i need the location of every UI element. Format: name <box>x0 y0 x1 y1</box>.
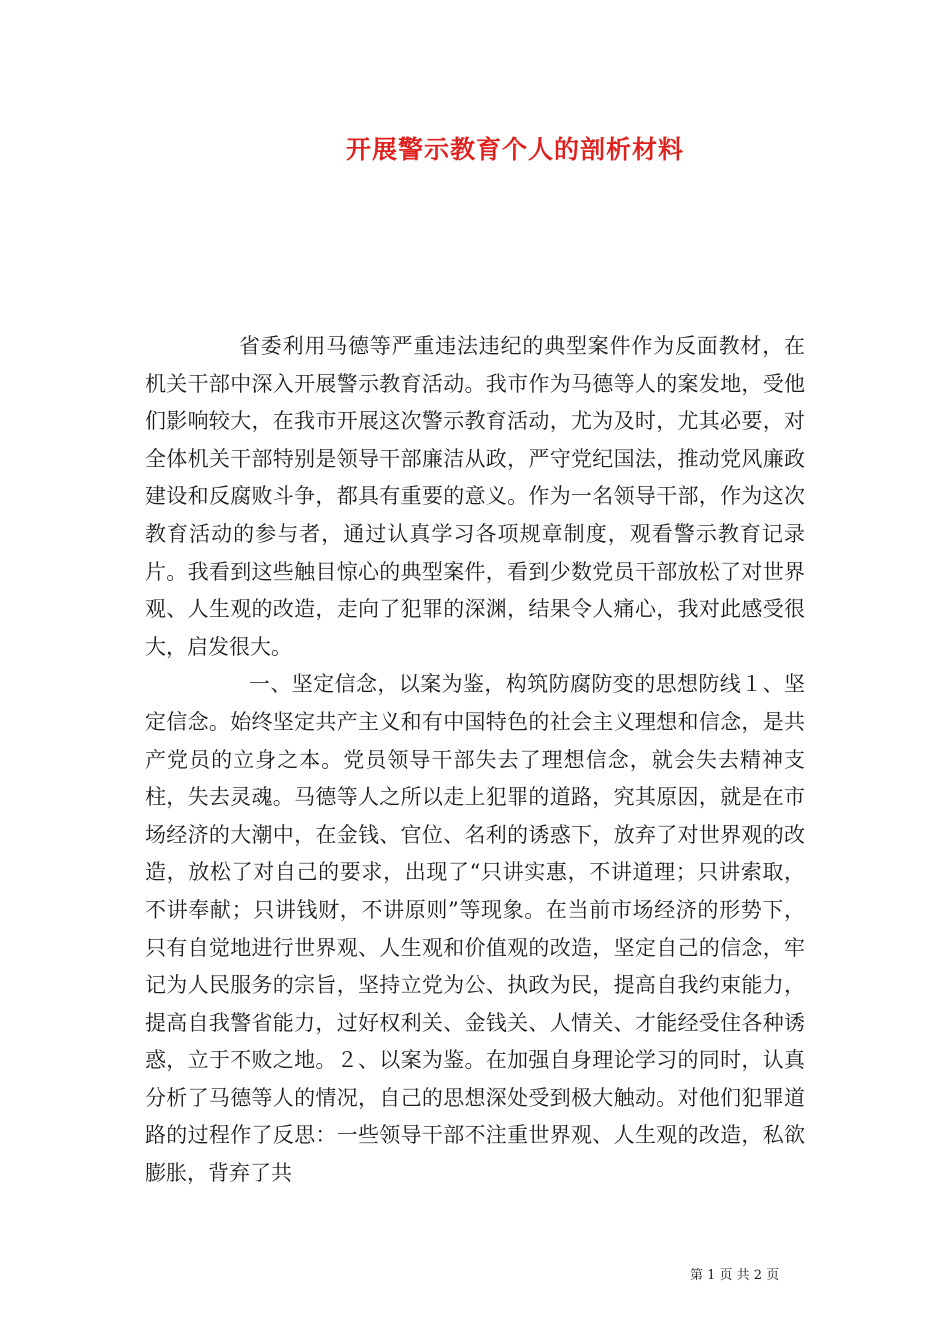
document-title: 开展警示教育个人的剖析材料 <box>345 135 684 164</box>
page-number-footer: 第 1 页 共 2 页 <box>690 1268 780 1283</box>
paragraph-intro: 省委利用马德等严重违法违纪的典型案件作为反面教材，在机关干部中深入开展警示教育活动。我市作为马德等人的案发地，受他们影响较大，在我市开展这次警示教育活动，尤为及时，尤其必要，对全体机关干部特别是领导干部廉洁从政，严守党纪国法，推动党风廉政建设和反腐败斗争，都具有重要的意义。作为一名领导干部，作为这次教育活动的参与者，通过认真学习各项规章制度，观看警示教育记录片。我看到这些触目惊心的典型案件，看到少数党员干部放松了对世界观、人生观的改造，走向了犯罪的深渊，结果令人痛心，我对此感受很大，启发很大。 <box>145 334 805 659</box>
paragraph-section-one: 一、坚定信念，以案为鉴，构筑防腐防变的思想防线１、坚定信念。始终坚定共产主义和有中国特色的社会主义理想和信念，是共产党员的立身之本。党员领导干部失去了理想信念，就会失去精神支柱，失去灵魂。马德等人之所以走上犯罪的道路，究其原因，就是在市场经济的大潮中，在金钱、官位、名利的诱惑下，放弃了对世界观的改造，放松了对自己的要求，出现了“只讲实惠，不讲道理；只讲索取，不讲奉献；只讲钱财，不讲原则”等现象。在当前市场经济的形势下，只有自觉地进行世界观、人生观和价值观的改造，坚定自己的信念，牢记为人民服务的宗旨，坚持立党为公、执政为民，提高自我约束能力，提高自我警省能力，过好权利关、金钱关、人情关、才能经受住各种诱惑，立于不败之地。２、以案为鉴。在加强自身理论学习的同时，认真分析了马德等人的情况，自己的思想深处受到极大触动。对他们犯罪道路的过程作了反思：一些领导干部不注重世界观、人生观的改造，私欲膨胀，背弃了共 <box>145 672 805 1186</box>
document-body <box>145 328 805 1193</box>
